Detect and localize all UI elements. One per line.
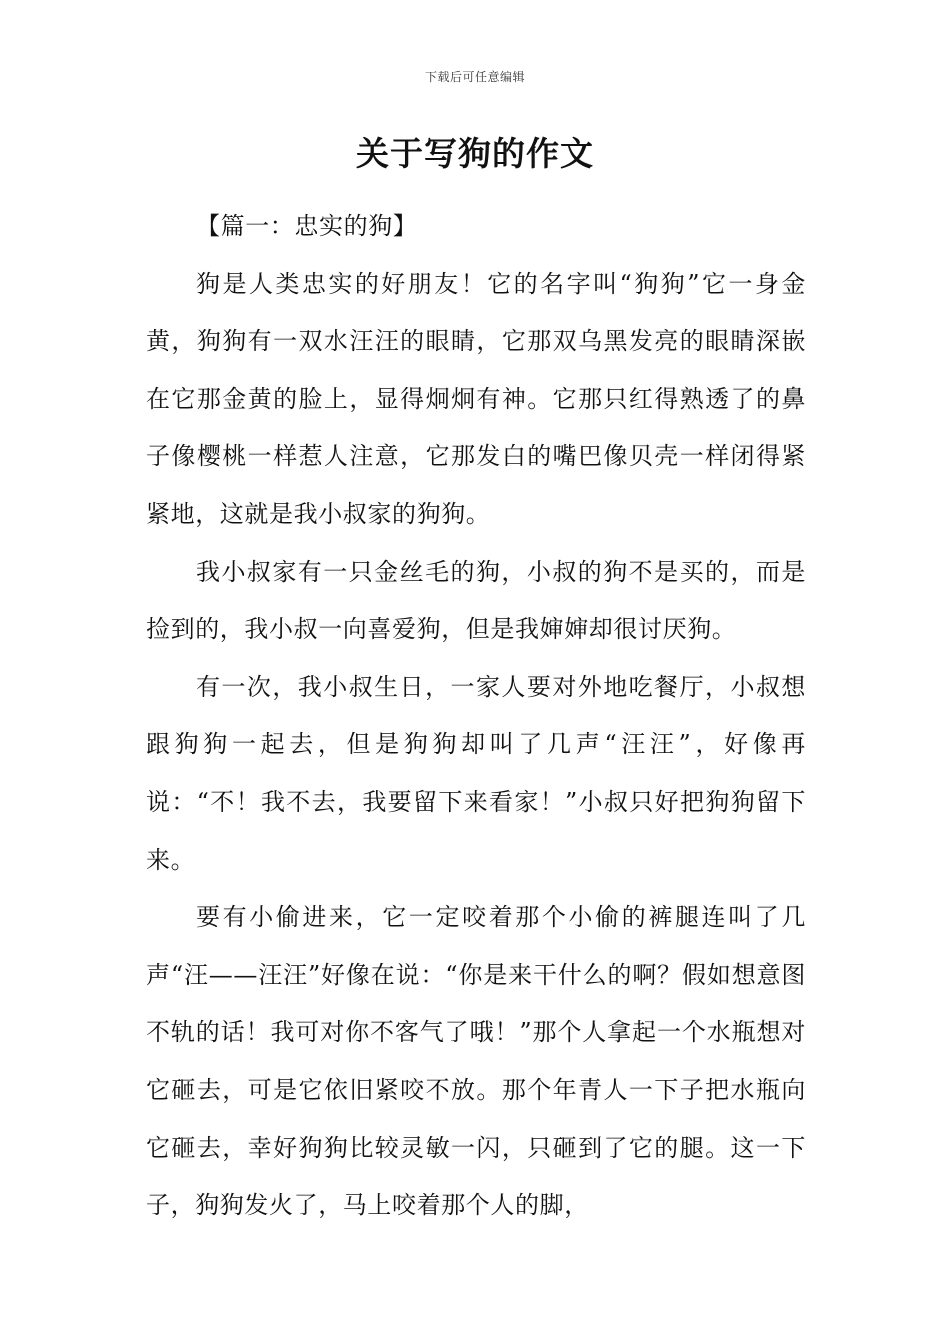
document-body [146, 198, 806, 1235]
header-note: 下载后可任意编辑 [424, 70, 525, 84]
section-heading: 【篇一：忠实的狗】 [196, 212, 418, 240]
document-title: 关于写狗的作文 [356, 134, 594, 173]
paragraph-1: 狗是人类忠实的好朋友！它的名字叫“狗狗”它一身金黄，狗狗有一双水汪汪的眼睛，它那双乌黑发亮的眼睛深嵌在它那金黄的脸上，显得炯炯有神。它那只红得熟透了的鼻子像樱桃一样惹人注意，它那发白的嘴巴像贝壳一样闭得紧紧地，这就是我小叔家的狗狗。 [146, 269, 806, 528]
paragraph-2: 我小叔家有一只金丝毛的狗，小叔的狗不是买的，而是捡到的，我小叔一向喜爱狗，但是我婶婶却很讨厌狗。 [146, 557, 806, 644]
paragraph-3: 有一次，我小叔生日，一家人要对外地吃餐厅，小叔想跟狗狗一起去，但是狗狗却叫了几声“汪汪”，好像再说：“不！我不去，我要留下来看家！”小叔只好把狗狗留下来。 [146, 672, 806, 874]
paragraph-4: 要有小偷进来，它一定咬着那个小偷的裤腿连叫了几声“汪——汪汪”好像在说：“你是来干什么的啊？假如想意图不轨的话！我可对你不客气了哦！”那个人拿起一个水瓶想对它砸去，可是它依旧紧咬不放。那个年青人一下子把水瓶向它砸去，幸好狗狗比较灵敏一闪，只砸到了它的腿。这一下子，狗狗发火了，马上咬着那个人的脚， [146, 903, 806, 1220]
